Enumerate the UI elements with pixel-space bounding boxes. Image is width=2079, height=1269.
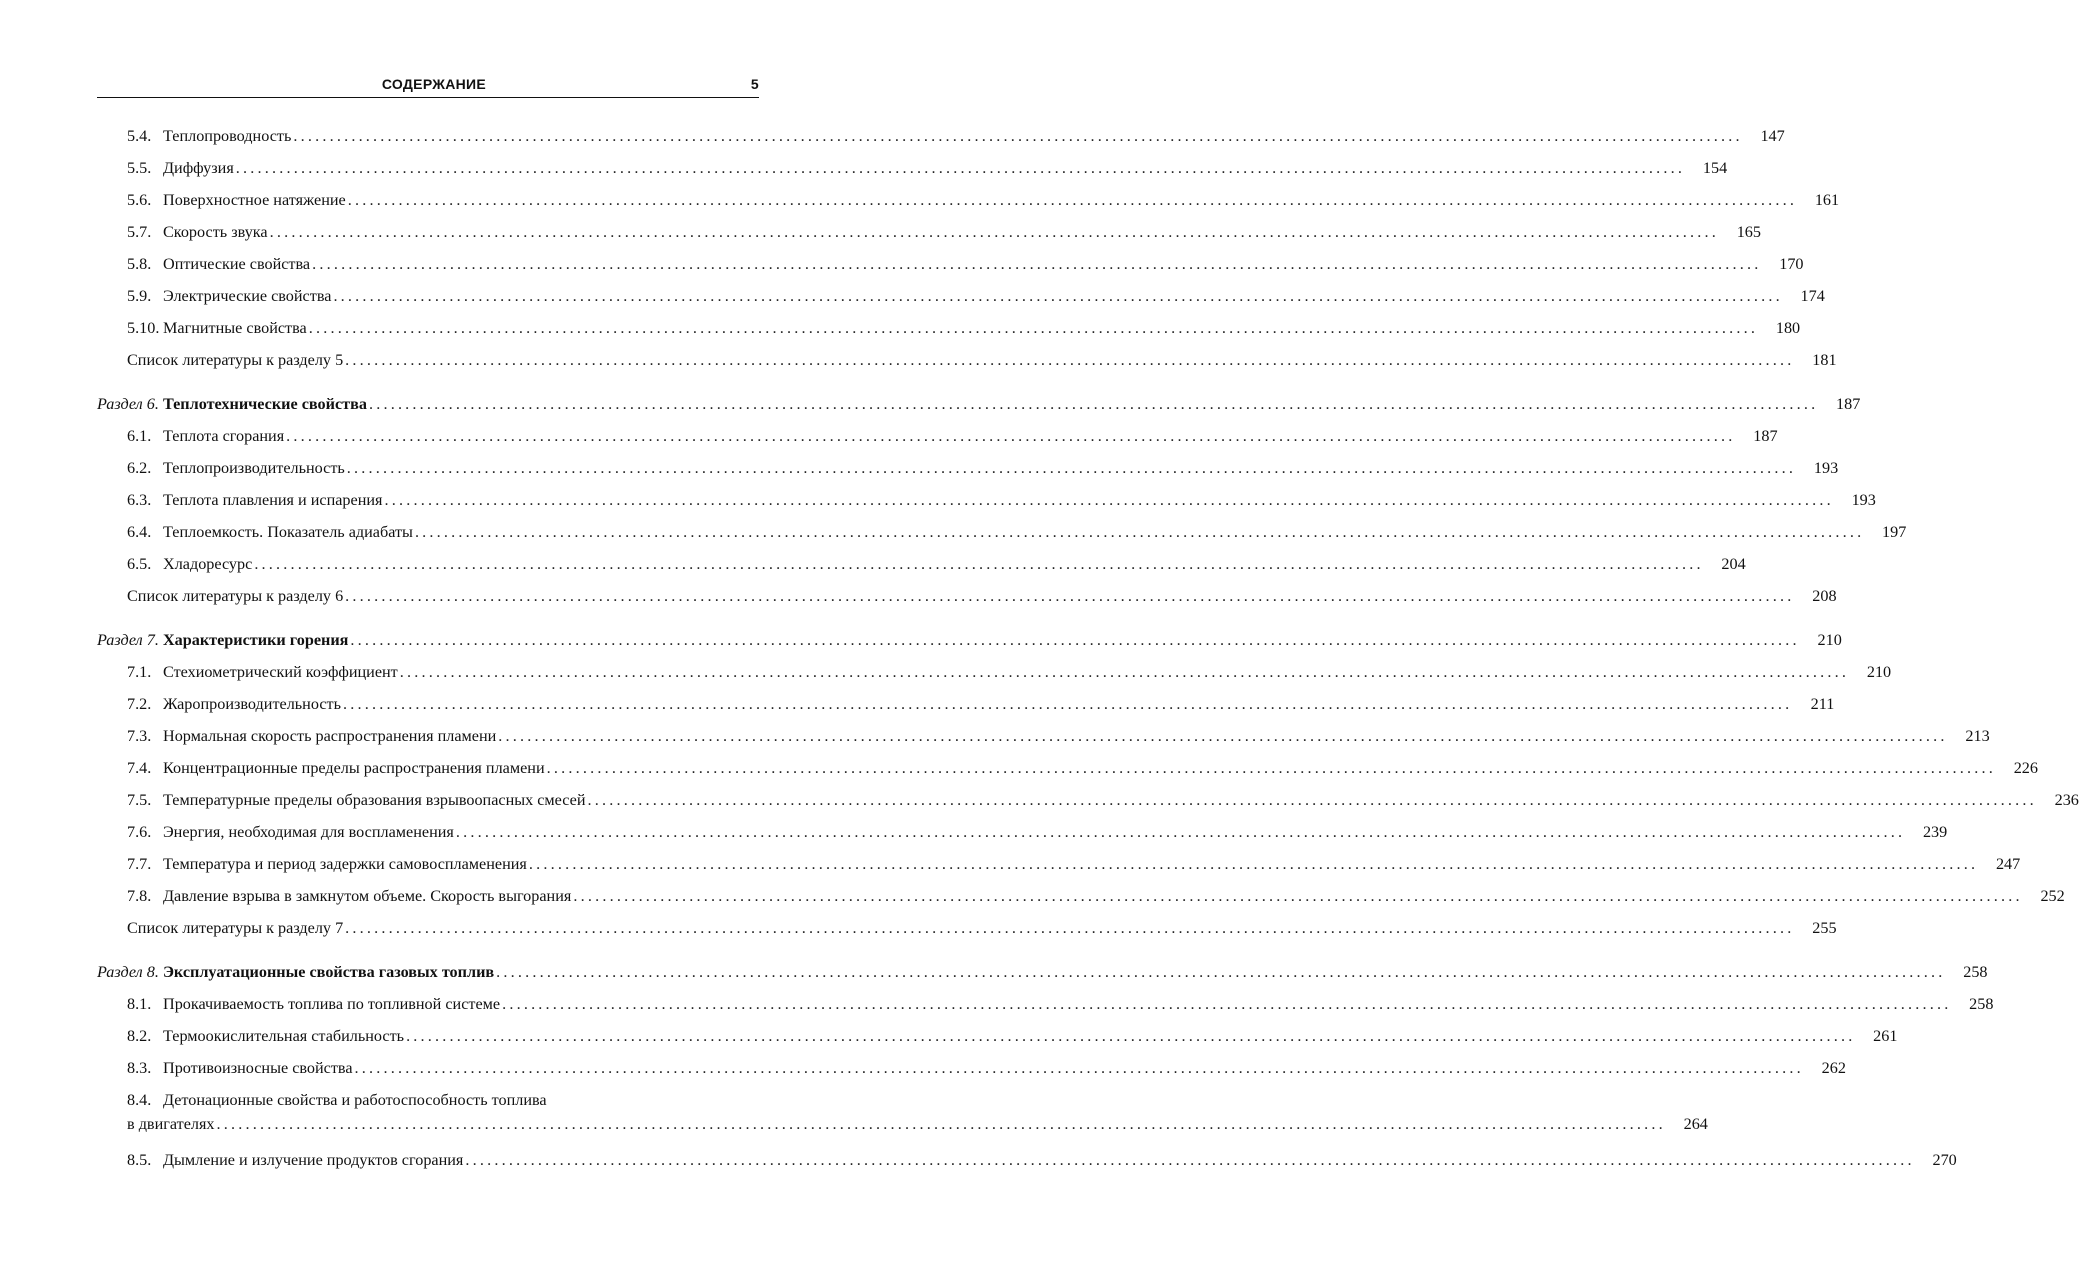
- section-name: Эксплуатационные свойства газовых топлив: [162, 963, 495, 981]
- entry-title: Нормальная скорость распространения пламени: [163, 727, 497, 745]
- entry-title: Давление взрыва в замкнутом объеме. Скорость выгорания: [163, 887, 572, 905]
- entry-page: 210: [1817, 631, 1842, 649]
- entry-title: Теплопроводность: [163, 127, 292, 145]
- entry-number: 6.2.: [127, 459, 152, 477]
- toc-entry: [97, 152, 1728, 184]
- header-title: СОДЕРЖАНИЕ: [381, 76, 487, 92]
- toc-entry: [97, 988, 1994, 1020]
- entry-page: 261: [1873, 1027, 1898, 1045]
- toc-entry: [97, 420, 1778, 452]
- entry-title: Хладоресурс: [163, 555, 253, 573]
- toc-entry: [97, 656, 1892, 688]
- dot-leader: ........................................................................................................................................................................................................: [406, 1027, 1856, 1045]
- section-name: Характеристики горения: [162, 631, 349, 649]
- entry-page: 210: [1866, 663, 1892, 681]
- entry-number: 7.3.: [127, 727, 152, 745]
- entry-page: 193: [1851, 491, 1876, 509]
- section-name: Теплотехнические свойства: [162, 395, 367, 413]
- toc-entry: [97, 216, 1761, 248]
- entry-title: Список литературы к разделу 7: [127, 919, 344, 937]
- dot-leader: ........................................................................................................................................................................................................: [368, 395, 1819, 413]
- entry-number: 8.4.: [127, 1091, 152, 1109]
- section-prefix: Раздел 8.: [97, 963, 159, 981]
- entry-number: 7.8.: [127, 887, 152, 905]
- entry-page: 264: [1683, 1115, 1708, 1133]
- dot-leader: ........................................................................................................................................................................................................: [293, 127, 1743, 145]
- entry-number: 8.2.: [127, 1027, 152, 1045]
- entry-page: 204: [1721, 555, 1746, 573]
- dot-leader: ........................................................................................................................................................................................................: [498, 727, 1948, 745]
- entry-page: 187: [1836, 395, 1861, 413]
- entry-page: 197: [1882, 523, 1907, 541]
- entry-page: 258: [1969, 995, 1994, 1013]
- entry-title: Энергия, необходимая для воспламенения: [163, 823, 454, 841]
- entry-number: 5.9.: [127, 287, 152, 305]
- dot-leader: ........................................................................................................................................................................................................: [345, 587, 1795, 605]
- dot-leader: ........................................................................................................................................................................................................: [342, 695, 1793, 713]
- entry-page: 213: [1965, 727, 1990, 745]
- dot-leader: ........................................................................................................................................................................................................: [216, 1115, 1666, 1133]
- toc-entry: [97, 720, 1990, 752]
- entry-page: 147: [1760, 127, 1785, 145]
- dot-leader: ........................................................................................................................................................................................................: [354, 1059, 1804, 1077]
- entry-page: 208: [1812, 587, 1837, 605]
- dot-leader: ........................................................................................................................................................................................................: [269, 223, 1719, 241]
- entry-page: 247: [1995, 855, 2021, 873]
- section-title: [97, 956, 494, 988]
- running-header: [97, 76, 759, 98]
- entry-title: Дымление и излучение продуктов сгорания: [163, 1151, 464, 1169]
- section-prefix: Раздел 7.: [97, 631, 159, 649]
- dot-leader: ........................................................................................................................................................................................................: [312, 255, 1762, 273]
- entry-page: 161: [1814, 191, 1840, 209]
- toc-entry: [97, 880, 2065, 912]
- toc-entry: [97, 816, 1948, 848]
- toc-entry: [97, 1084, 1708, 1144]
- entry-title: Магнитные свойства: [163, 319, 307, 337]
- entry-title: Стехиометрический коэффициент: [163, 663, 398, 681]
- entry-number: 6.4.: [127, 523, 152, 541]
- entry-page: 270: [1932, 1151, 1957, 1169]
- dot-leader: ........................................................................................................................................................................................................: [502, 995, 1952, 1013]
- entry-page: 262: [1821, 1059, 1846, 1077]
- entry-number: 8.3.: [127, 1059, 152, 1077]
- entry-page: 239: [1922, 823, 1948, 841]
- toc-section-heading: [97, 956, 1988, 988]
- toc-entry: [97, 452, 1839, 484]
- entry-number: 5.8.: [127, 255, 152, 273]
- dot-leader: ........................................................................................................................................................................................................: [573, 887, 2023, 905]
- toc-bibliography-entry: [97, 912, 1837, 944]
- dot-leader: ........................................................................................................................................................................................................: [345, 919, 1795, 937]
- dot-leader: ........................................................................................................................................................................................................: [414, 523, 1865, 541]
- dot-leader: ........................................................................................................................................................................................................: [384, 491, 1834, 509]
- toc-entry: [97, 752, 2038, 784]
- entry-title: Термоокислительная стабильность: [163, 1027, 405, 1045]
- entry-title: Жаропроизводительность: [163, 695, 341, 713]
- dot-leader: ........................................................................................................................................................................................................: [254, 555, 1704, 573]
- entry-page: 174: [1800, 287, 1825, 305]
- entry-title: Теплота сгорания: [163, 427, 285, 445]
- toc-entry: [97, 848, 2021, 880]
- toc-section-heading: [97, 388, 1861, 420]
- toc-entry: [97, 280, 1825, 312]
- entry-number: 7.2.: [127, 695, 152, 713]
- entry-number: 7.4.: [127, 759, 152, 777]
- entry-page: 181: [1812, 351, 1837, 369]
- toc-entry: [97, 184, 1840, 216]
- toc-entry: [97, 784, 2079, 816]
- dot-leader: ........................................................................................................................................................................................................: [496, 963, 1946, 981]
- toc-entry: [97, 120, 1785, 152]
- entry-number: 6.5.: [127, 555, 152, 573]
- entry-page: 180: [1775, 319, 1801, 337]
- entry-title: Концентрационные пределы распространения пламени: [163, 759, 545, 777]
- section-title: [97, 388, 367, 420]
- dot-leader: ........................................................................................................................................................................................................: [345, 351, 1795, 369]
- dot-leader: ........................................................................................................................................................................................................: [528, 855, 1979, 873]
- toc-entry: [97, 484, 1876, 516]
- entry-page: 211: [1810, 695, 1835, 713]
- dot-leader: ........................................................................................................................................................................................................: [465, 1151, 1915, 1169]
- entry-number: 8.5.: [127, 1151, 152, 1169]
- entry-number: 6.3.: [127, 491, 152, 509]
- dot-leader: ........................................................................................................................................................................................................: [399, 663, 1850, 681]
- dot-leader: ........................................................................................................................................................................................................: [346, 459, 1797, 477]
- entry-page: 170: [1779, 255, 1804, 273]
- entry-page: 165: [1736, 223, 1761, 241]
- entry-title: Температура и период задержки самовоспламенения: [163, 855, 527, 873]
- dot-leader: ........................................................................................................................................................................................................: [587, 791, 2037, 809]
- entry-title: Теплоемкость. Показатель адиабаты: [163, 523, 413, 541]
- dot-leader: ........................................................................................................................................................................................................: [286, 427, 1736, 445]
- entry-number: 7.7.: [127, 855, 152, 873]
- entry-title: Список литературы к разделу 5: [127, 351, 344, 369]
- dot-leader: ........................................................................................................................................................................................................: [333, 287, 1783, 305]
- toc-bibliography-entry: [97, 580, 1837, 612]
- entry-number: 5.6.: [127, 191, 152, 209]
- dot-leader: ........................................................................................................................................................................................................: [546, 759, 1996, 777]
- entry-title: Температурные пределы образования взрывоопасных смесей: [163, 791, 586, 809]
- entry-title: Прокачиваемость топлива по топливной системе: [163, 995, 501, 1013]
- toc-entry: [97, 312, 1801, 344]
- entry-page: 193: [1813, 459, 1839, 477]
- entry-title: Диффузия: [163, 159, 234, 177]
- entry-title: Электрические свойства: [163, 287, 332, 305]
- entry-page: 187: [1753, 427, 1778, 445]
- entry-page: 258: [1963, 963, 1988, 981]
- entry-title: Оптические свойства: [163, 255, 311, 273]
- entry-title: Список литературы к разделу 6: [127, 587, 344, 605]
- toc-entry: [97, 248, 1804, 280]
- entry-number: 7.1.: [127, 663, 152, 681]
- entry-title: Скорость звука: [163, 223, 268, 241]
- toc-section-heading: [97, 624, 1842, 656]
- entry-number: 5.7.: [127, 223, 152, 241]
- dot-leader: ........................................................................................................................................................................................................: [235, 159, 1686, 177]
- dot-leader: ........................................................................................................................................................................................................: [455, 823, 1906, 841]
- toc-bibliography-entry: [97, 344, 1837, 376]
- dot-leader: ........................................................................................................................................................................................................: [350, 631, 1800, 649]
- section-title: [97, 624, 348, 656]
- entry-number: 5.5.: [127, 159, 152, 177]
- entry-title-continued: в двигателях: [127, 1115, 215, 1133]
- entry-page: 255: [1812, 919, 1837, 937]
- toc-entry: [97, 1144, 1957, 1176]
- header-page-number: 5: [750, 76, 759, 92]
- entry-title: Детонационные свойства и работоспособность топлива: [163, 1091, 547, 1109]
- toc-entry: [97, 688, 1835, 720]
- entry-title: Теплота плавления и испарения: [163, 491, 383, 509]
- entry-title: Поверхностное натяжение: [163, 191, 346, 209]
- entry-page: 236: [2054, 791, 2079, 809]
- dot-leader: ........................................................................................................................................................................................................: [347, 191, 1798, 209]
- entry-page: 226: [2013, 759, 2038, 777]
- dot-leader: ........................................................................................................................................................................................................: [308, 319, 1759, 337]
- entry-number: 5.4.: [127, 127, 152, 145]
- entry-title: Противоизносные свойства: [163, 1059, 353, 1077]
- toc-entry: [97, 548, 1746, 580]
- entry-number: 5.10.: [127, 319, 160, 337]
- entry-page: 154: [1702, 159, 1728, 177]
- entry-page: 252: [2040, 887, 2065, 905]
- table-of-contents: [97, 120, 2079, 1176]
- toc-entry: [97, 1020, 1898, 1052]
- entry-title: Теплопроизводительность: [163, 459, 345, 477]
- toc-entry: [97, 1052, 1846, 1084]
- toc-page: [97, 76, 2079, 1176]
- entry-number: 7.6.: [127, 823, 152, 841]
- entry-number: 6.1.: [127, 427, 152, 445]
- entry-number: 7.5.: [127, 791, 152, 809]
- toc-entry: [97, 516, 1907, 548]
- section-prefix: Раздел 6.: [97, 395, 159, 413]
- entry-number: 8.1.: [127, 995, 152, 1013]
